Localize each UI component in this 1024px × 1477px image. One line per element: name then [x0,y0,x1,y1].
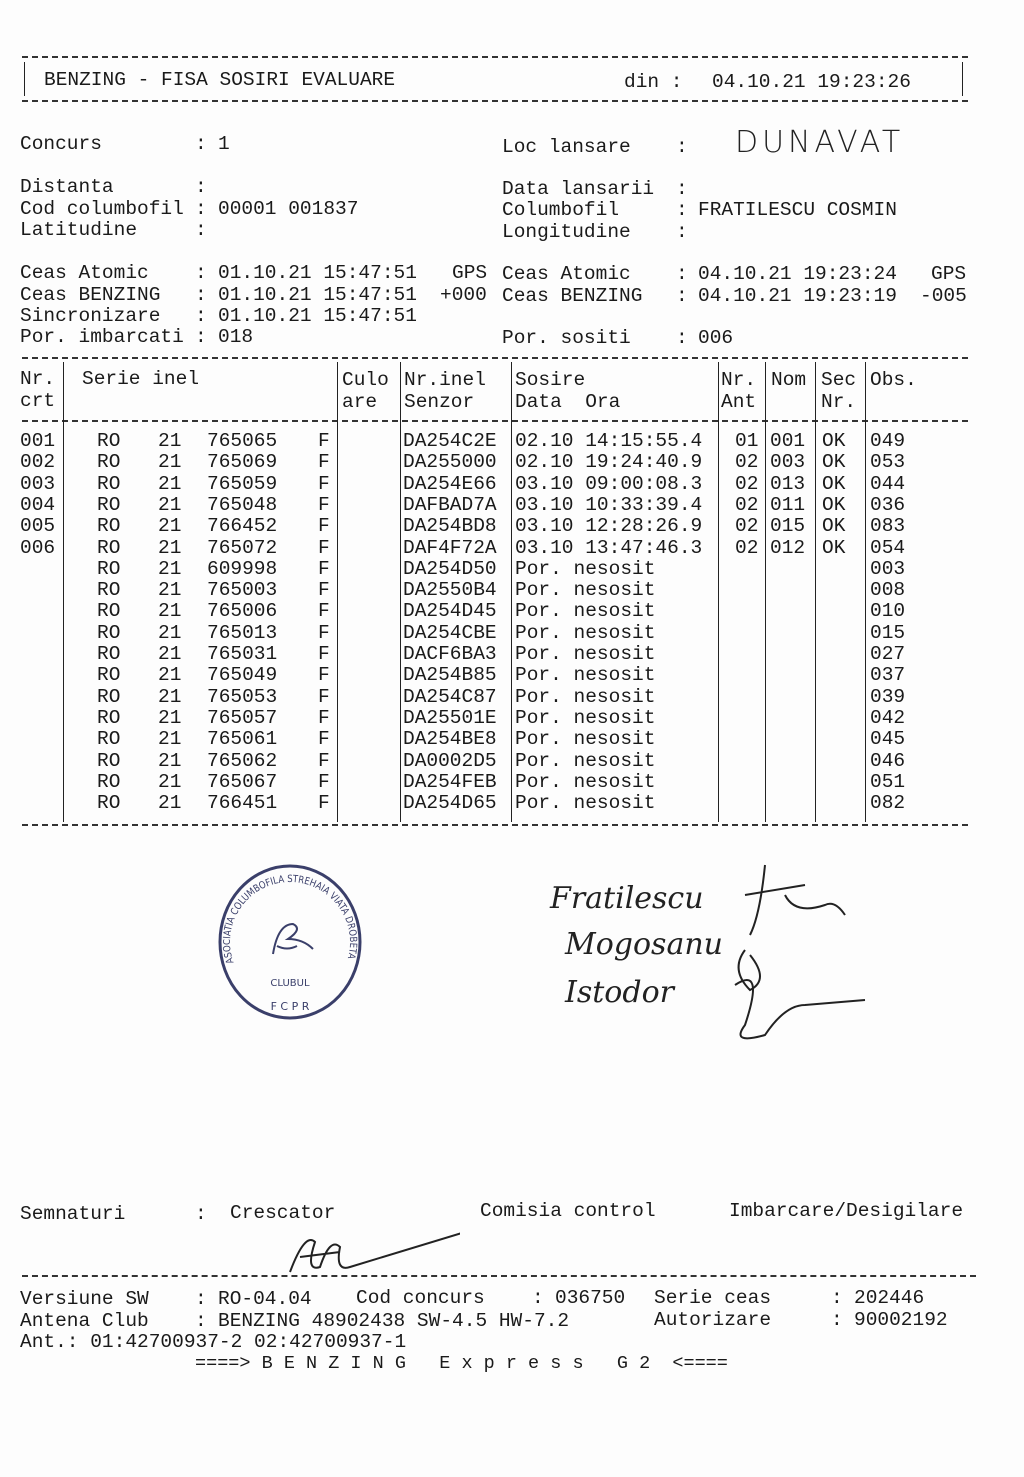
colon: : [676,263,688,285]
cell-sec-status: OK [822,515,846,538]
stamp-outer-ring [220,866,360,1018]
colon: : [195,1288,207,1310]
cell-arrival: Por. nesosit [515,749,656,772]
columbofil-label: Columbofil [502,199,620,221]
distanta-label: Distanta [20,176,114,198]
col-senzor-header-2: Senzor [404,391,475,413]
col-ant-header: Nr. [721,369,757,391]
cell-arrival: Por. nesosit [515,706,656,729]
cell-sensor-id: DA254C87 [403,685,497,708]
versiune-label: Versiune SW [20,1288,149,1310]
cell-ring-number: 765061 [207,728,278,751]
cell-nr-crt: 003 [20,472,56,495]
cell-arrival: 02.10 19:24:40.9 [515,451,703,474]
cell-nr-crt: 006 [20,536,56,559]
cell-arrival: Por. nesosit [515,770,656,793]
cell-sensor-id: DAF4F72A [403,536,497,559]
col-sec-header-2: Nr. [821,391,857,413]
cell-country: RO [97,749,121,772]
ceas-benzing-start-diff: +000 [440,284,487,306]
cell-year: 21 [158,685,182,708]
colon: : [195,262,207,284]
cell-sec-status: OK [822,536,846,559]
cell-sex: F [318,557,330,580]
document-title: BENZING - FISA SOSIRI EVALUARE [44,69,396,91]
colon: : [195,284,207,306]
sincronizare-label: Sincronizare [20,305,161,327]
cell-obs: 010 [870,600,906,623]
header-left-border [24,62,25,96]
sincronizare-value: 01.10.21 15:47:51 [218,305,417,327]
table-bottom-border [22,824,968,826]
cell-sex: F [318,643,330,665]
cell-obs: 027 [870,643,906,665]
cell-sex: F [318,536,330,559]
serie-ceas-value: 202446 [854,1287,925,1309]
cell-year: 21 [158,643,182,665]
antena-value: BENZING 48902438 SW-4.5 HW-7.2 [218,1310,570,1332]
cell-nr-crt: 001 [20,430,56,452]
cell-nom: 011 [770,493,806,516]
cell-arrival: Por. nesosit [515,579,656,602]
cell-obs: 051 [870,770,906,793]
col-ant-header-2: Ant [721,391,757,413]
ceas-benzing-start: 01.10.21 15:47:51 [218,284,417,306]
cell-antenna: 02 [735,515,759,538]
cell-country: RO [97,643,121,665]
cell-sensor-id: DA0002D5 [403,749,497,772]
cell-arrival: Por. nesosit [515,621,656,644]
cell-year: 21 [158,472,182,495]
cell-sensor-id: DA254BE8 [403,728,497,751]
handwritten-name-2: Mogosanu [565,927,723,962]
cell-nr-crt: 004 [20,493,56,516]
cell-sensor-id: DAFBAD7A [403,493,497,516]
cell-sensor-id: DA254D45 [403,600,497,623]
cell-antenna: 01 [735,430,759,452]
cell-country: RO [97,706,121,729]
latitudine-label: Latitudine [20,219,138,241]
cell-antenna: 02 [735,472,759,495]
cell-arrival: Por. nesosit [515,664,656,687]
colon: : [831,1309,843,1331]
cell-country: RO [97,792,121,815]
handwritten-name-3: Istodor [565,975,674,1010]
column-divider-ant [765,362,766,822]
por-sositi-label: Por. sositi [502,327,631,349]
cell-sex: F [318,685,330,708]
cod-columbofil-label: Cod columbofil [20,198,184,220]
colon: : [195,176,207,198]
header-top-border [22,56,968,58]
stamp-center-text: CLUBUL [270,978,310,989]
cell-ring-number: 766451 [207,792,278,815]
stamp-bottom-text: F C P R [270,1000,310,1013]
club-stamp [215,862,365,1032]
cell-obs: 049 [870,430,906,452]
cell-obs: 036 [870,493,906,516]
colon: : [195,1203,207,1225]
din-value: 04.10.21 19:23:26 [712,71,911,93]
cell-country: RO [97,621,121,644]
cell-arrival: 02.10 14:15:55.4 [515,430,703,452]
cell-sec-status: OK [822,493,846,516]
cell-sensor-id: DA254CBE [403,621,497,644]
din-label: din : [624,71,683,93]
cell-year: 21 [158,621,182,644]
cell-year: 21 [158,749,182,772]
col-sosire-header-2: Data Ora [515,391,621,413]
column-divider-nom [815,362,816,822]
ceas-atomic-start: 01.10.21 15:47:51 [218,262,417,284]
table-header-border [22,420,968,422]
cell-sec-status: OK [822,451,846,474]
antena-label: Antena Club [20,1310,149,1332]
colon: : [195,1310,207,1332]
ceas-benzing-label: Ceas BENZING [20,284,161,306]
autorizare-label: Autorizare [654,1309,772,1331]
cell-nom: 012 [770,536,806,559]
longitudine-label: Longitudine [502,221,631,243]
cell-obs: 054 [870,536,906,559]
cell-year: 21 [158,728,182,751]
cell-sensor-id: DA2550B4 [403,579,497,602]
antenna-line: Ant.: 01:42700937-2 02:42700937-1 [20,1331,407,1353]
cell-sex: F [318,706,330,729]
cell-arrival: Por. nesosit [515,792,656,815]
data-lansarii-label: Data lansarii [502,178,655,200]
cell-country: RO [97,685,121,708]
imbarcare-label: Imbarcare/Desigilare [729,1200,964,1222]
cell-country: RO [97,600,121,623]
cell-ring-number: 765069 [207,451,278,474]
versiune-value: RO-04.04 [218,1288,312,1310]
cell-sensor-id: DA254E66 [403,472,497,495]
por-imbarcati-value: 018 [218,326,254,348]
cell-sensor-id: DA254D50 [403,557,497,580]
cell-sex: F [318,792,330,815]
cell-sensor-id: DA254C2E [403,430,497,452]
cell-sex: F [318,621,330,644]
col-obs-header: Obs. [870,369,917,391]
cell-ring-number: 765006 [207,600,278,623]
cell-year: 21 [158,536,182,559]
header-right-border [962,62,963,96]
col-nr-header-2: crt [20,390,56,412]
cell-country: RO [97,579,121,602]
ceas-atomic-end-src: GPS [931,263,967,285]
cell-sensor-id: DA254FEB [403,770,497,793]
loc-lansare-label: Loc lansare [502,136,631,158]
cell-sensor-id: DA254B85 [403,664,497,687]
cell-obs: 042 [870,706,906,729]
ceas-atomic-end: 04.10.21 19:23:24 [698,263,897,285]
cell-sex: F [318,451,330,474]
column-divider-serie [337,362,338,822]
crescator-label: Crescator [230,1202,336,1224]
cell-nom: 003 [770,451,806,474]
col-senzor-header: Nr.inel [404,369,486,391]
table-top-border [22,357,968,359]
colon: : [676,136,688,158]
handwritten-signatures [725,855,885,1045]
cell-obs: 003 [870,557,906,580]
cell-sex: F [318,579,330,602]
cell-ring-number: 765013 [207,621,278,644]
cell-obs: 015 [870,621,906,644]
cell-obs: 045 [870,728,906,751]
cell-obs: 039 [870,685,906,708]
cell-sensor-id: DA25501E [403,706,497,729]
ceas-atomic-start-src: GPS [452,262,488,284]
cell-arrival: 03.10 12:28:26.9 [515,515,703,538]
por-sositi-value: 006 [698,327,734,349]
cell-country: RO [97,493,121,516]
cell-ring-number: 765065 [207,430,278,452]
handwritten-name-1: Fratilescu [550,881,704,916]
cell-ring-number: 765053 [207,685,278,708]
colon: : [195,219,207,241]
column-divider-sec [865,362,866,822]
loc-lansare-value: DUNAVAT [735,125,905,160]
cell-year: 21 [158,451,182,474]
cell-obs: 082 [870,792,906,815]
cell-ring-number: 765048 [207,493,278,516]
colon: : [195,198,207,220]
cell-arrival: Por. nesosit [515,600,656,623]
cell-obs: 008 [870,579,906,602]
cell-ring-number: 765049 [207,664,278,687]
colon: : [831,1287,843,1309]
cell-sex: F [318,600,330,623]
cell-arrival: Por. nesosit [515,557,656,580]
columbofil-value: FRATILESCU COSMIN [698,199,897,221]
col-sec-header: Sec [821,369,857,391]
col-nom-header: Nom [771,369,807,391]
colon: : [195,326,207,348]
comisia-control-label: Comisia control [480,1200,656,1222]
footer-separator [22,1275,976,1277]
cell-country: RO [97,430,121,452]
cell-sex: F [318,472,330,495]
colon: : [676,327,688,349]
cell-sex: F [318,770,330,793]
ceas-benzing-label-2: Ceas BENZING [502,285,643,307]
cell-ring-number: 765072 [207,536,278,559]
cell-antenna: 02 [735,536,759,559]
cell-year: 21 [158,600,182,623]
colon: : [676,285,688,307]
cell-ring-number: 765031 [207,643,278,665]
cell-ring-number: 765059 [207,472,278,495]
col-nr-header: Nr. [20,368,56,390]
cell-year: 21 [158,792,182,815]
cell-arrival: 03.10 13:47:46.3 [515,536,703,559]
cell-year: 21 [158,557,182,580]
column-divider-sosire [718,362,719,822]
cell-obs: 046 [870,749,906,772]
col-culoare-header-2: are [342,391,378,413]
cell-sex: F [318,664,330,687]
cell-country: RO [97,536,121,559]
ceas-atomic-label-2: Ceas Atomic [502,263,631,285]
semnaturi-label: Semnaturi [20,1203,126,1225]
cell-obs: 053 [870,451,906,474]
colon: : [532,1287,544,1309]
cell-sensor-id: DA254BD8 [403,515,497,538]
cell-arrival: Por. nesosit [515,728,656,751]
cell-ring-number: 765062 [207,749,278,772]
cod-concurs-value: 036750 [555,1287,626,1309]
stamp-text: ASOCIATIA COLUMBOFILA STREHAIA VIATA DROBETA [221,874,359,965]
cell-obs: 083 [870,515,906,538]
cell-arrival: 03.10 09:00:08.3 [515,472,703,495]
cell-arrival: Por. nesosit [515,643,656,665]
cell-sex: F [318,515,330,538]
cell-obs: 044 [870,472,906,495]
cell-antenna: 02 [735,493,759,516]
cell-country: RO [97,557,121,580]
colon: : [676,178,688,200]
cell-nom: 001 [770,430,806,452]
cell-nom: 013 [770,472,806,495]
column-divider-nr [63,362,64,822]
cell-sex: F [318,430,330,452]
colon: : [676,199,688,221]
cell-country: RO [97,515,121,538]
colon: : [676,221,688,243]
cell-sec-status: OK [822,472,846,495]
column-divider-senzor [511,362,512,822]
col-culoare-header: Culo [342,369,389,391]
col-sosire-header: Sosire [515,369,586,391]
cell-nom: 015 [770,515,806,538]
column-divider-culoare [400,362,401,822]
cell-ring-number: 609998 [207,557,278,580]
ceas-benzing-end: 04.10.21 19:23:19 [698,285,897,307]
cell-arrival: Por. nesosit [515,685,656,708]
cell-ring-number: 765067 [207,770,278,793]
cell-sensor-id: DACF6BA3 [403,643,497,665]
cod-columbofil-value: 00001 001837 [218,198,359,220]
cell-sex: F [318,493,330,516]
cell-year: 21 [158,664,182,687]
cell-nr-crt: 005 [20,515,56,538]
cell-obs: 037 [870,664,906,687]
ceas-atomic-label: Ceas Atomic [20,262,149,284]
header-bottom-border [22,100,968,102]
ceas-benzing-end-diff: -005 [920,285,967,307]
cell-sex: F [318,728,330,751]
cell-country: RO [97,664,121,687]
cell-ring-number: 766452 [207,515,278,538]
cell-year: 21 [158,579,182,602]
colon: : [195,133,207,155]
cell-country: RO [97,770,121,793]
cell-year: 21 [158,770,182,793]
cell-country: RO [97,451,121,474]
por-imbarcati-label: Por. imbarcati [20,326,184,348]
cell-year: 21 [158,493,182,516]
benzing-banner: ====> B E N Z I N G E x p r e s s G 2 <==== [195,1353,728,1374]
cell-sensor-id: DA255000 [403,451,497,474]
cell-nr-crt: 002 [20,451,56,474]
cell-year: 21 [158,430,182,452]
concurs-label: Concurs [20,133,102,155]
crescator-signature [280,1222,460,1282]
cod-concurs-label: Cod concurs [356,1287,485,1309]
cell-sec-status: OK [822,430,846,452]
cell-country: RO [97,728,121,751]
cell-country: RO [97,472,121,495]
autorizare-value: 90002192 [854,1309,948,1331]
colon: : [195,305,207,327]
col-serie-header: Serie inel [82,368,200,390]
stamp-pigeon-drawing [273,924,313,954]
concurs-value: 1 [218,133,230,155]
cell-sex: F [318,749,330,772]
cell-year: 21 [158,515,182,538]
cell-year: 21 [158,706,182,729]
serie-ceas-label: Serie ceas [654,1287,772,1309]
cell-antenna: 02 [735,451,759,474]
cell-arrival: 03.10 10:33:39.4 [515,493,703,516]
cell-ring-number: 765057 [207,706,278,729]
cell-ring-number: 765003 [207,579,278,602]
cell-sensor-id: DA254D65 [403,792,497,815]
